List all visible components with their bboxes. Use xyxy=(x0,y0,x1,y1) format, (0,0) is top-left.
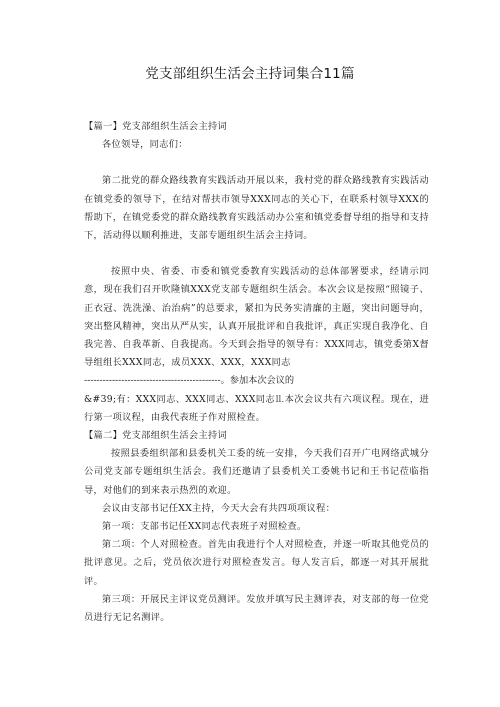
paragraph: 第二项：个人对照检查。首先由我进行个人对照检查，并逐一听取其他党员的批评意见。之后，党员依次进行对照检查发言。每人发言后，都逐一对其开展批评。 xyxy=(84,539,429,587)
dash-rule: -------------------------------------------- xyxy=(84,375,221,387)
paragraph-gap xyxy=(84,154,429,172)
document-title: 党支部组织生活会主持词集合11篇 xyxy=(145,66,355,82)
paragraph: 按照县委组织部和县委机关工委的统一安排，今天我们召开广电网络武城分公司党支部专题组织生活会。我们还邀请了县委机关工委姚书记和王书记莅临指导，对他们的到来表示热烈的欢迎。 xyxy=(84,448,429,496)
section-heading-1: 【篇一】党支部组织生活会主持词 xyxy=(84,121,228,132)
paragraph: 会议由支部书记任XX主持，今天大会有共四项项议程： xyxy=(102,502,336,514)
paragraph: 第二批党的群众路线教育实践活动开展以来，我村党的群众路线教育实践活动在镇党委的领导下，在结对帮扶市领导XXX同志的关心下，在联系村领导XXX的帮助下，在镇党委党的群众路线教育实践活动办公室和镇党委督导组的指导和支持下，活动得以顺利推进，支部专题组织生活会主持词。 xyxy=(84,175,429,242)
greeting: 各位领导，同志们： xyxy=(102,139,188,151)
paragraph: &#39;有：XXX同志、XXX同志、XXX同志⒒本次会议共有六项议程。现在，进行第一项议程，由我代表班子作对照检查。 xyxy=(84,393,429,423)
paragraph: 第一项：支部书记任XX同志代表班子对照检查。 xyxy=(102,521,307,533)
document-body xyxy=(84,118,429,627)
dash-line xyxy=(84,372,429,390)
paragraph: 按照中央、省委、市委和镇党委教育实践活动的总体部署要求，经请示同意，现在我们召开吹隆镇XXX党支部专题组织生活会。本次会议是按照“照镜子、正衣冠、洗洗澡、治治病”的总要求，紧扣为民务实清廉的主题，突出问题导向，突出整风精神，突出从严从实，认真开展批评和自我批评，真正实现自我净化、自我完善、自我革新、自我提高。今天到会指导的领导有：XXX同志，镇党委第X督导组组长XXX同志，成员XXX、XXX，XXX同志 xyxy=(84,266,429,369)
paragraph-gap xyxy=(84,245,429,263)
paragraph: 第三项：开展民主评议党员测评。发放并填写民主测评表，对支部的每一位党员进行无记名测评。 xyxy=(84,593,429,624)
dash-tail: 。参加本次会议的 xyxy=(220,375,295,387)
section-heading-2: 【篇二】党支部组织生活会主持词 xyxy=(84,430,228,442)
